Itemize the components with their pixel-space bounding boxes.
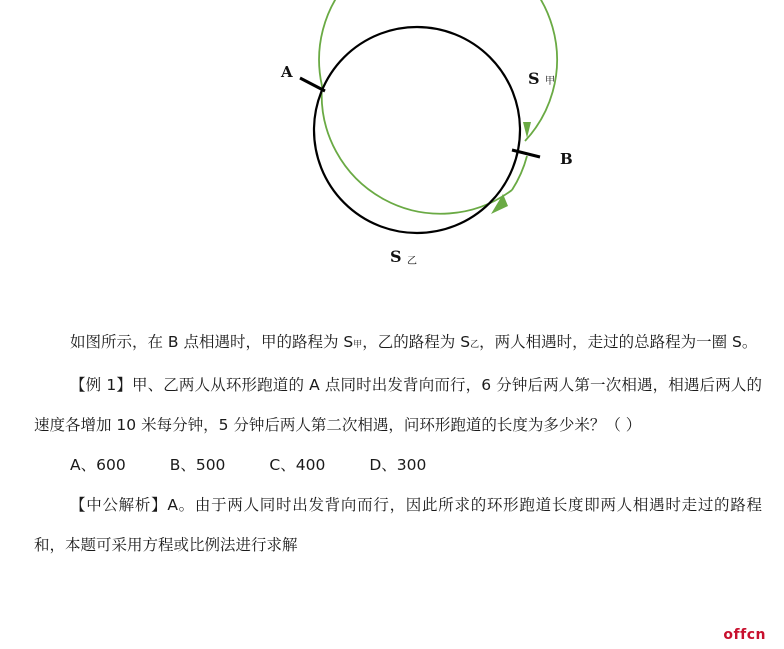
answer-options <box>34 445 762 485</box>
figure-explanation-paragraph <box>34 322 762 365</box>
diagram-svg <box>0 0 784 300</box>
circular-track-diagram <box>0 0 784 300</box>
point-a-label: A <box>281 63 293 81</box>
explanation-sub-yi: 乙 <box>470 340 480 350</box>
point-b-label: B <box>560 150 573 168</box>
track-circle <box>314 27 520 233</box>
s-jia-subscript: 甲 <box>545 76 555 87</box>
s-yi-label: S <box>390 247 402 266</box>
option-a: A、600 <box>70 456 126 474</box>
explanation-text-1: 如图所示，在 B 点相遇时，甲的路程为 S <box>70 333 354 351</box>
option-c: C、400 <box>269 456 326 474</box>
arrow-yi-icon <box>491 194 508 214</box>
explanation-text-2: ，乙的路程为 S <box>362 333 471 351</box>
s-yi-subscript: 乙 <box>407 256 417 267</box>
analysis-paragraph: 【中公解析】A。由于两人同时出发背向而行，因此所求的环形跑道长度即两人相遇时走过的路程和，本题可采用方程或比例法进行求解 <box>34 496 762 554</box>
explanation-text-3: ，两人相遇时，走过的总路程为一圈 S。 <box>479 333 758 351</box>
example-question-paragraph: 【例 1】甲、乙两人从环形跑道的 A 点同时出发背向而行，6 分钟后两人第一次相遇，相遇后两人的速度各增加 10 米每分钟，5 分钟后两人第二次相遇，问环形跑道的长度为多少米？（ ） <box>34 376 762 434</box>
article-body <box>34 322 762 565</box>
path-jia-arc <box>319 0 557 141</box>
option-b: B、500 <box>169 456 226 474</box>
explanation-sub-jia: 甲 <box>353 340 363 350</box>
option-d: D、300 <box>369 456 427 474</box>
offcn-watermark-logo: offcn <box>723 627 766 643</box>
s-jia-label: S <box>528 69 540 88</box>
path-yi-arc <box>322 86 512 214</box>
